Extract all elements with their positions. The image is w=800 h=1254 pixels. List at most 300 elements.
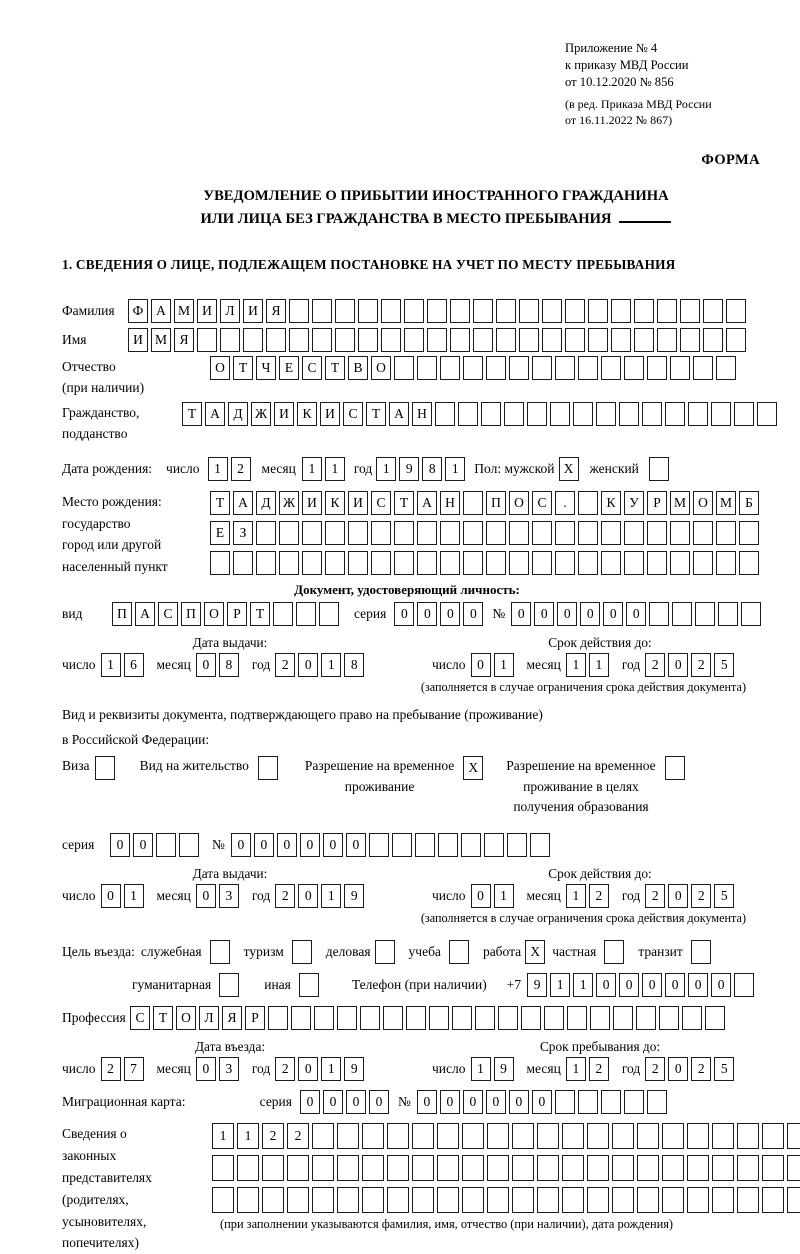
char-box[interactable] [762,1123,784,1149]
char-box[interactable] [291,1006,311,1030]
char-box[interactable] [762,1155,784,1181]
char-box[interactable]: 1 [212,1123,234,1149]
char-box[interactable]: И [128,328,148,352]
char-box[interactable] [156,833,176,857]
char-box[interactable] [532,551,552,575]
stay-issue-year-cells[interactable] [275,884,367,908]
char-box[interactable] [578,356,598,380]
char-box[interactable] [555,521,575,545]
visa-checkbox[interactable] [95,756,118,780]
char-box[interactable] [712,1155,734,1181]
char-box[interactable] [417,356,437,380]
char-box[interactable] [712,1187,734,1213]
char-box[interactable] [319,602,339,626]
char-box[interactable]: 0 [596,973,616,997]
char-box[interactable]: Ч [256,356,276,380]
char-box[interactable] [588,328,608,352]
until-day-cells[interactable] [471,1057,517,1081]
char-box[interactable] [693,356,713,380]
char-box[interactable] [437,1155,459,1181]
char-box[interactable] [687,1187,709,1213]
char-box[interactable]: Р [245,1006,265,1030]
char-box[interactable] [550,402,570,426]
char-box[interactable] [262,1155,284,1181]
char-box[interactable] [262,1187,284,1213]
char-box[interactable] [527,402,547,426]
char-box[interactable]: 0 [133,833,153,857]
given-name-cells[interactable] [128,328,749,352]
char-box[interactable] [601,521,621,545]
char-box[interactable]: 0 [440,1090,460,1114]
char-box[interactable]: 8 [219,653,239,677]
char-box[interactable] [726,299,746,323]
char-box[interactable]: 2 [691,884,711,908]
char-box[interactable] [429,1006,449,1030]
char-box[interactable] [624,1090,644,1114]
char-box[interactable] [289,299,309,323]
profession-cells[interactable] [130,1006,728,1030]
char-box[interactable]: 5 [714,884,734,908]
char-box[interactable] [381,299,401,323]
char-box[interactable] [337,1155,359,1181]
migration-series-cells[interactable] [300,1090,392,1114]
char-box[interactable] [716,551,736,575]
char-box[interactable] [537,1155,559,1181]
char-box[interactable]: 3 [219,1057,239,1081]
char-box[interactable] [435,402,455,426]
char-box[interactable]: Т [325,356,345,380]
char-box[interactable]: 6 [124,653,144,677]
char-box[interactable] [462,1123,484,1149]
char-box[interactable]: Ф [128,299,148,323]
char-box[interactable]: Т [233,356,253,380]
char-box[interactable]: М [174,299,194,323]
char-box[interactable]: 9 [399,457,419,481]
char-box[interactable]: 9 [344,1057,364,1081]
purpose-other-checkbox[interactable] [299,973,322,997]
char-box[interactable] [587,1123,609,1149]
char-box[interactable] [691,940,711,964]
char-box[interactable]: 1 [589,653,609,677]
char-box[interactable] [243,328,263,352]
char-box[interactable]: 1 [321,1057,341,1081]
char-box[interactable] [337,1187,359,1213]
identity-kind-cells[interactable] [112,602,342,626]
char-box[interactable]: 0 [300,833,320,857]
char-box[interactable] [312,1155,334,1181]
char-box[interactable] [521,1006,541,1030]
char-box[interactable] [440,551,460,575]
entry-month-cells[interactable] [196,1057,242,1081]
char-box[interactable]: 0 [509,1090,529,1114]
char-box[interactable] [507,833,527,857]
char-box[interactable] [601,356,621,380]
char-box[interactable]: Т [250,602,270,626]
char-box[interactable] [647,551,667,575]
char-box[interactable]: X [525,940,545,964]
char-box[interactable] [427,328,447,352]
char-box[interactable] [415,833,435,857]
char-box[interactable] [449,940,469,964]
char-box[interactable] [787,1155,800,1181]
identity-issue-year-cells[interactable] [275,653,367,677]
char-box[interactable] [179,833,199,857]
char-box[interactable] [662,1155,684,1181]
char-box[interactable] [438,833,458,857]
char-box[interactable] [649,457,669,481]
char-box[interactable] [519,299,539,323]
char-box[interactable] [637,1123,659,1149]
char-box[interactable] [682,1006,702,1030]
char-box[interactable] [537,1187,559,1213]
char-box[interactable]: 2 [231,457,251,481]
char-box[interactable]: 0 [486,1090,506,1114]
char-box[interactable]: 0 [394,602,414,626]
char-box[interactable] [486,521,506,545]
char-box[interactable] [573,402,593,426]
char-box[interactable]: 7 [124,1057,144,1081]
char-box[interactable] [371,551,391,575]
char-box[interactable] [680,299,700,323]
char-box[interactable] [504,402,524,426]
char-box[interactable] [412,1155,434,1181]
char-box[interactable] [693,551,713,575]
entry-year-cells[interactable] [275,1057,367,1081]
char-box[interactable] [578,521,598,545]
char-box[interactable] [302,521,322,545]
char-box[interactable]: 0 [688,973,708,997]
purpose-study-checkbox[interactable] [449,940,472,964]
char-box[interactable] [737,1187,759,1213]
char-box[interactable]: 0 [440,602,460,626]
char-box[interactable] [387,1123,409,1149]
char-box[interactable] [450,299,470,323]
char-box[interactable]: Р [647,491,667,515]
char-box[interactable]: Л [220,299,240,323]
char-box[interactable] [369,833,389,857]
stay-number-cells[interactable] [231,833,553,857]
char-box[interactable] [287,1187,309,1213]
char-box[interactable] [296,602,316,626]
char-box[interactable] [657,328,677,352]
char-box[interactable]: И [320,402,340,426]
char-box[interactable] [325,551,345,575]
char-box[interactable] [509,551,529,575]
char-box[interactable] [787,1123,800,1149]
char-box[interactable] [712,1123,734,1149]
char-box[interactable]: М [670,491,690,515]
char-box[interactable]: 0 [231,833,251,857]
char-box[interactable] [394,551,414,575]
char-box[interactable] [624,551,644,575]
char-box[interactable] [279,551,299,575]
char-box[interactable] [611,299,631,323]
char-box[interactable]: 0 [471,653,491,677]
char-box[interactable]: Л [199,1006,219,1030]
char-box[interactable]: П [181,602,201,626]
char-box[interactable] [665,756,685,780]
char-box[interactable]: Я [266,299,286,323]
char-box[interactable] [596,402,616,426]
char-box[interactable]: 1 [566,653,586,677]
char-box[interactable] [647,521,667,545]
char-box[interactable]: 0 [603,602,623,626]
birth-place-row3-cells[interactable] [210,551,762,575]
char-box[interactable] [612,1155,634,1181]
char-box[interactable] [665,402,685,426]
char-box[interactable] [587,1187,609,1213]
char-box[interactable] [381,328,401,352]
char-box[interactable] [555,356,575,380]
char-box[interactable] [427,299,447,323]
char-box[interactable] [578,551,598,575]
char-box[interactable] [337,1006,357,1030]
char-box[interactable]: О [210,356,230,380]
char-box[interactable] [634,299,654,323]
char-box[interactable]: Н [440,491,460,515]
char-box[interactable]: О [693,491,713,515]
char-box[interactable]: 1 [550,973,570,997]
char-box[interactable] [737,1123,759,1149]
char-box[interactable] [437,1123,459,1149]
char-box[interactable] [512,1123,534,1149]
char-box[interactable]: 0 [711,973,731,997]
char-box[interactable] [440,521,460,545]
char-box[interactable]: 1 [237,1123,259,1149]
char-box[interactable] [687,1123,709,1149]
char-box[interactable] [312,1123,334,1149]
char-box[interactable]: 5 [714,653,734,677]
char-box[interactable]: М [716,491,736,515]
char-box[interactable] [565,299,585,323]
char-box[interactable] [481,402,501,426]
char-box[interactable] [512,1187,534,1213]
char-box[interactable]: Т [394,491,414,515]
representatives-row1-cells[interactable] [212,1123,800,1149]
stay-issue-month-cells[interactable] [196,884,242,908]
char-box[interactable] [387,1155,409,1181]
char-box[interactable] [462,1187,484,1213]
birth-place-row2-cells[interactable] [210,521,762,545]
char-box[interactable]: Т [153,1006,173,1030]
char-box[interactable] [473,299,493,323]
surname-cells[interactable] [128,299,749,323]
char-box[interactable]: 2 [101,1057,121,1081]
char-box[interactable]: И [302,491,322,515]
char-box[interactable] [233,551,253,575]
identity-issue-month-cells[interactable] [196,653,242,677]
char-box[interactable]: 0 [463,602,483,626]
char-box[interactable] [461,833,481,857]
char-box[interactable]: 1 [494,653,514,677]
char-box[interactable]: 0 [369,1090,389,1114]
char-box[interactable]: С [158,602,178,626]
char-box[interactable] [637,1187,659,1213]
char-box[interactable] [711,402,731,426]
char-box[interactable] [487,1155,509,1181]
char-box[interactable]: 1 [325,457,345,481]
char-box[interactable] [519,328,539,352]
char-box[interactable]: 0 [101,884,121,908]
char-box[interactable] [335,299,355,323]
char-box[interactable] [212,1155,234,1181]
char-box[interactable] [687,1155,709,1181]
char-box[interactable]: Е [210,521,230,545]
char-box[interactable] [734,973,754,997]
char-box[interactable]: 0 [110,833,130,857]
birth-year-cells[interactable] [376,457,468,481]
char-box[interactable]: Б [739,491,759,515]
char-box[interactable]: 0 [471,884,491,908]
char-box[interactable] [624,356,644,380]
char-box[interactable] [358,328,378,352]
char-box[interactable]: 2 [262,1123,284,1149]
char-box[interactable] [404,299,424,323]
char-box[interactable] [348,551,368,575]
char-box[interactable] [611,328,631,352]
patronymic-cells[interactable] [210,356,739,380]
char-box[interactable]: X [463,756,483,780]
char-box[interactable] [562,1155,584,1181]
char-box[interactable]: И [348,491,368,515]
identity-number-cells[interactable] [511,602,764,626]
char-box[interactable]: 8 [344,653,364,677]
char-box[interactable] [657,299,677,323]
char-box[interactable] [256,521,276,545]
char-box[interactable] [705,1006,725,1030]
char-box[interactable] [562,1187,584,1213]
char-box[interactable] [452,1006,472,1030]
char-box[interactable] [312,328,332,352]
identity-valid-month-cells[interactable] [566,653,612,677]
char-box[interactable]: А [205,402,225,426]
char-box[interactable]: 0 [196,1057,216,1081]
char-box[interactable] [555,1090,575,1114]
char-box[interactable]: И [197,299,217,323]
char-box[interactable]: 0 [298,1057,318,1081]
char-box[interactable] [394,521,414,545]
char-box[interactable] [737,1155,759,1181]
char-box[interactable]: Т [182,402,202,426]
char-box[interactable]: 0 [557,602,577,626]
char-box[interactable]: С [371,491,391,515]
entry-day-cells[interactable] [101,1057,147,1081]
char-box[interactable] [266,328,286,352]
char-box[interactable]: 1 [471,1057,491,1081]
char-box[interactable]: И [243,299,263,323]
char-box[interactable] [289,328,309,352]
char-box[interactable] [486,551,506,575]
char-box[interactable] [601,1090,621,1114]
char-box[interactable]: 1 [101,653,121,677]
char-box[interactable] [279,521,299,545]
char-box[interactable] [642,402,662,426]
char-box[interactable]: 0 [323,833,343,857]
until-month-cells[interactable] [566,1057,612,1081]
char-box[interactable] [406,1006,426,1030]
char-box[interactable]: Т [366,402,386,426]
char-box[interactable] [649,602,669,626]
char-box[interactable]: 1 [321,884,341,908]
char-box[interactable] [612,1123,634,1149]
char-box[interactable]: 1 [376,457,396,481]
char-box[interactable] [496,328,516,352]
char-box[interactable]: К [601,491,621,515]
char-box[interactable] [462,1155,484,1181]
char-box[interactable]: 0 [511,602,531,626]
char-box[interactable]: С [343,402,363,426]
char-box[interactable]: К [297,402,317,426]
char-box[interactable] [387,1187,409,1213]
residence-checkbox[interactable] [258,756,281,780]
char-box[interactable] [613,1006,633,1030]
char-box[interactable] [542,328,562,352]
char-box[interactable]: Я [174,328,194,352]
representatives-row3-cells[interactable] [212,1187,800,1213]
char-box[interactable] [487,1123,509,1149]
char-box[interactable]: 2 [287,1123,309,1149]
char-box[interactable]: С [302,356,322,380]
char-box[interactable]: А [233,491,253,515]
stay-valid-year-cells[interactable] [645,884,737,908]
char-box[interactable] [726,328,746,352]
purpose-tourism-checkbox[interactable] [292,940,315,964]
char-box[interactable] [695,602,715,626]
char-box[interactable] [417,521,437,545]
char-box[interactable]: И [274,402,294,426]
char-box[interactable] [486,356,506,380]
char-box[interactable]: О [204,602,224,626]
stay-issue-day-cells[interactable] [101,884,147,908]
char-box[interactable] [703,299,723,323]
char-box[interactable] [440,356,460,380]
char-box[interactable]: 0 [298,884,318,908]
until-year-cells[interactable] [645,1057,737,1081]
citizenship-cells[interactable] [182,402,780,426]
char-box[interactable]: 0 [346,1090,366,1114]
char-box[interactable]: Я [222,1006,242,1030]
char-box[interactable] [739,521,759,545]
char-box[interactable] [693,521,713,545]
char-box[interactable]: 3 [219,884,239,908]
char-box[interactable] [412,1123,434,1149]
char-box[interactable]: 1 [124,884,144,908]
char-box[interactable]: X [559,457,579,481]
char-box[interactable] [268,1006,288,1030]
stay-valid-day-cells[interactable] [471,884,517,908]
char-box[interactable] [463,551,483,575]
char-box[interactable] [237,1155,259,1181]
char-box[interactable] [258,756,278,780]
char-box[interactable]: С [532,491,552,515]
identity-series-cells[interactable] [394,602,486,626]
char-box[interactable]: 2 [645,1057,665,1081]
char-box[interactable] [210,551,230,575]
char-box[interactable]: 0 [196,884,216,908]
char-box[interactable] [348,521,368,545]
char-box[interactable]: 0 [619,973,639,997]
char-box[interactable]: 2 [645,884,665,908]
char-box[interactable]: 1 [566,1057,586,1081]
char-box[interactable] [588,299,608,323]
char-box[interactable]: К [325,491,345,515]
char-box[interactable]: 0 [532,1090,552,1114]
char-box[interactable]: 0 [642,973,662,997]
char-box[interactable] [484,833,504,857]
char-box[interactable] [637,1155,659,1181]
stay-series-cells[interactable] [110,833,202,857]
char-box[interactable] [672,602,692,626]
